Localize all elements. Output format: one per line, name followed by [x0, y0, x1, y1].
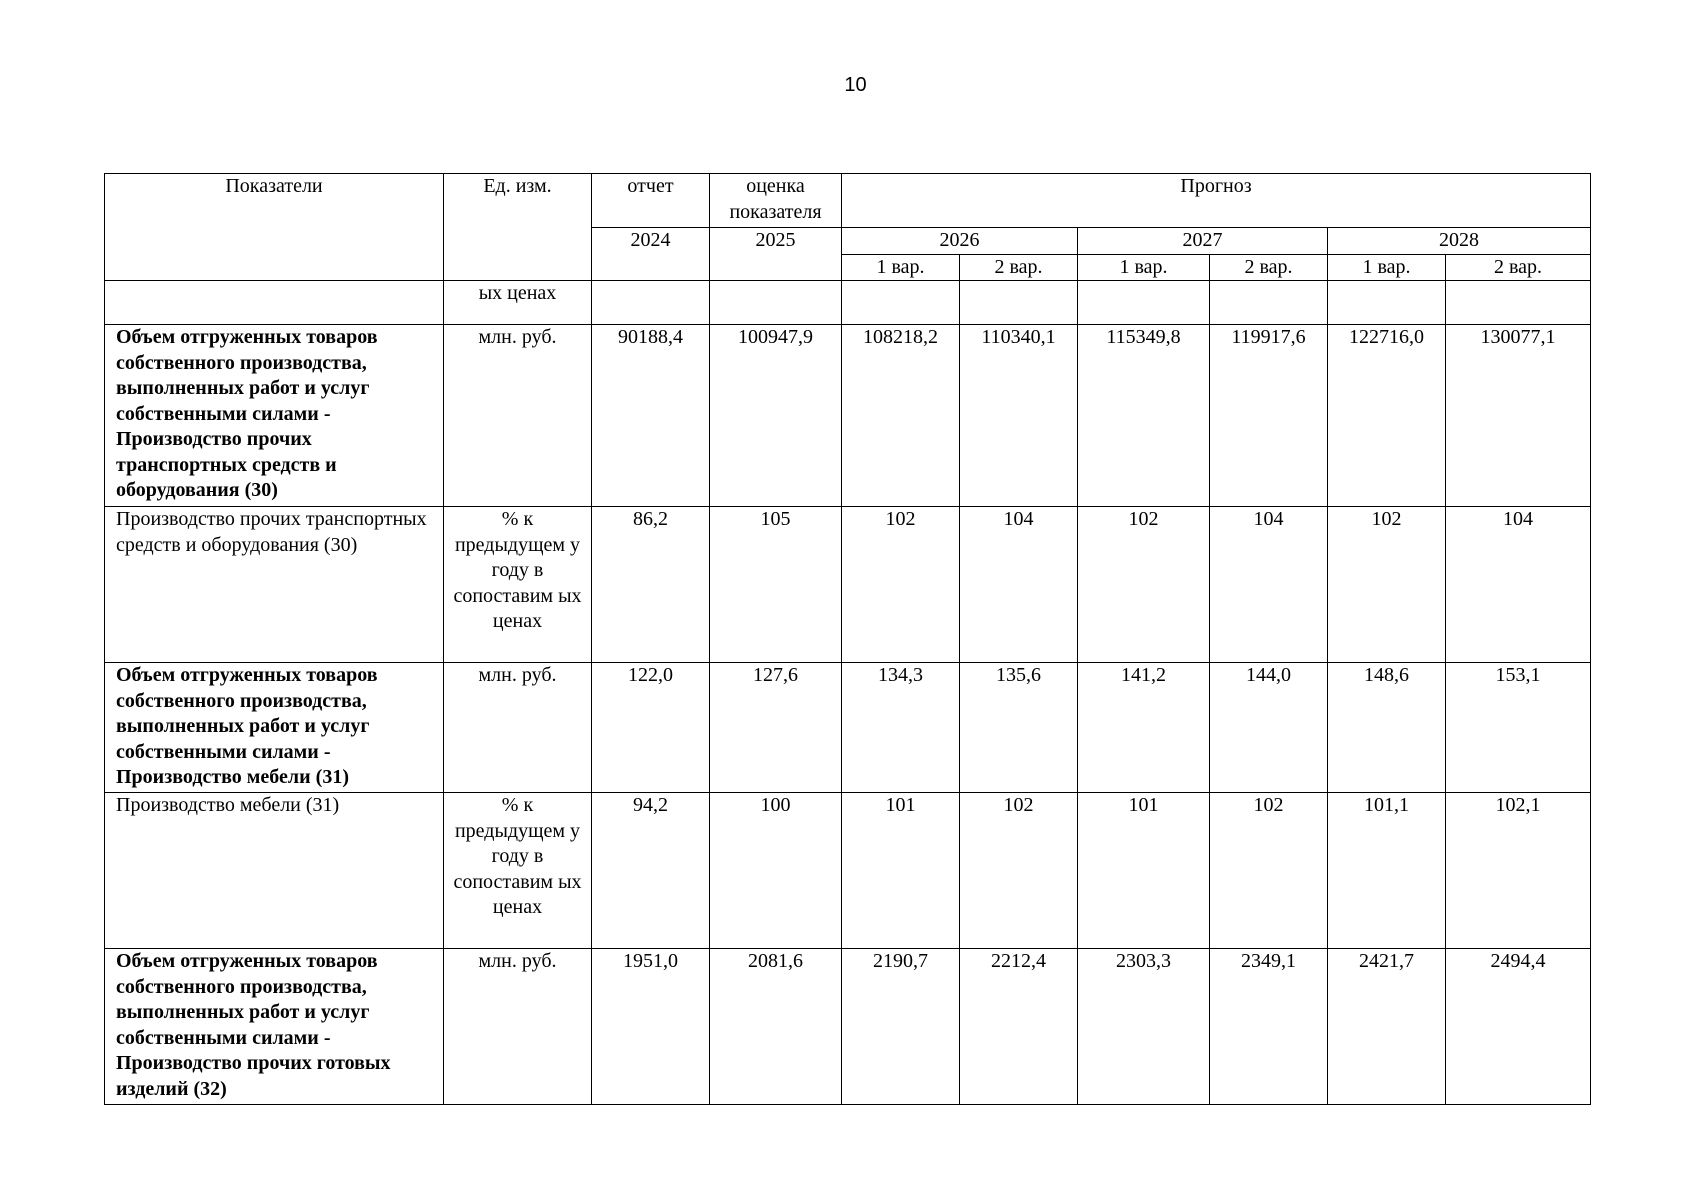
- table-row: [105, 507, 1591, 663]
- header-year-2024: 2024: [592, 228, 710, 281]
- cell-2024: 86,2: [592, 507, 710, 663]
- cell-2026-var1: 134,3: [842, 663, 960, 793]
- header-unit: Ед. изм.: [444, 174, 592, 281]
- cell-2026-var1: 108218,2: [842, 325, 960, 507]
- cell-2026-var1: 2190,7: [842, 949, 960, 1105]
- cell-2024: [592, 281, 710, 325]
- cell-2028-var1: [1328, 281, 1446, 325]
- table-row: [105, 325, 1591, 507]
- cell-2025: 100947,9: [710, 325, 842, 507]
- cell-2025: 127,6: [710, 663, 842, 793]
- cell-2027-var1: 2303,3: [1078, 949, 1210, 1105]
- cell-2028-var2: 102,1: [1446, 793, 1591, 949]
- cell-2025: [710, 281, 842, 325]
- cell-2027-var1: 102: [1078, 507, 1210, 663]
- header-year-2028: 2028: [1328, 228, 1591, 255]
- header-2027-var1: 1 вар.: [1078, 254, 1210, 281]
- row-name: Производство прочих транспортных средств и оборудования (30): [105, 507, 444, 663]
- cell-2026-var2: 104: [960, 507, 1078, 663]
- cell-2025: 2081,6: [710, 949, 842, 1105]
- cell-2026-var1: 102: [842, 507, 960, 663]
- forecast-table: [104, 173, 1591, 1105]
- row-unit: ых ценах: [444, 281, 592, 325]
- cell-2028-var1: 101,1: [1328, 793, 1446, 949]
- cell-2028-var1: 102: [1328, 507, 1446, 663]
- header-report: отчет: [592, 174, 710, 228]
- row-unit: % к предыдущем у году в сопоставим ых ценах: [444, 793, 592, 949]
- cell-2026-var2: 135,6: [960, 663, 1078, 793]
- cell-2027-var2: 102: [1210, 793, 1328, 949]
- cell-2026-var2: 110340,1: [960, 325, 1078, 507]
- header-2027-var2: 2 вар.: [1210, 254, 1328, 281]
- cell-2028-var2: 2494,4: [1446, 949, 1591, 1105]
- row-name: Производство мебели (31): [105, 793, 444, 949]
- header-year-2025: 2025: [710, 228, 842, 281]
- cell-2027-var2: 144,0: [1210, 663, 1328, 793]
- cell-2028-var1: 2421,7: [1328, 949, 1446, 1105]
- header-year-2026: 2026: [842, 228, 1078, 255]
- cell-2028-var1: 148,6: [1328, 663, 1446, 793]
- cell-2028-var1: 122716,0: [1328, 325, 1446, 507]
- row-unit: млн. руб.: [444, 949, 592, 1105]
- cell-2028-var2: 153,1: [1446, 663, 1591, 793]
- header-2026-var2: 2 вар.: [960, 254, 1078, 281]
- cell-2027-var2: 119917,6: [1210, 325, 1328, 507]
- table-row: [105, 663, 1591, 793]
- row-name: Объем отгруженных товаров собственного производства, выполненных работ и услуг собственными силами - Производство прочих готовых изделий (32): [105, 949, 444, 1105]
- header-row-1: [105, 174, 1591, 228]
- cell-2028-var2: 130077,1: [1446, 325, 1591, 507]
- page-number: 10: [844, 74, 867, 96]
- cell-2027-var1: 101: [1078, 793, 1210, 949]
- row-unit: % к предыдущем у году в сопоставим ых ценах: [444, 507, 592, 663]
- cell-2025: 105: [710, 507, 842, 663]
- row-name: Объем отгруженных товаров собственного производства, выполненных работ и услуг собственными силами - Производство прочих транспортных средств и оборудования (30): [105, 325, 444, 507]
- row-unit: млн. руб.: [444, 663, 592, 793]
- cell-2026-var2: [960, 281, 1078, 325]
- header-estimate: оценка показателя: [710, 174, 842, 228]
- cell-2024: 122,0: [592, 663, 710, 793]
- header-2026-var1: 1 вар.: [842, 254, 960, 281]
- cell-2024: 90188,4: [592, 325, 710, 507]
- cell-2027-var1: 141,2: [1078, 663, 1210, 793]
- cell-2026-var1: [842, 281, 960, 325]
- header-forecast: Прогноз: [842, 174, 1591, 228]
- header-2028-var2: 2 вар.: [1446, 254, 1591, 281]
- cell-2027-var2: 104: [1210, 507, 1328, 663]
- cell-2028-var2: [1446, 281, 1591, 325]
- cell-2027-var1: 115349,8: [1078, 325, 1210, 507]
- table-row: [105, 949, 1591, 1105]
- header-2028-var1: 1 вар.: [1328, 254, 1446, 281]
- cell-2027-var2: 2349,1: [1210, 949, 1328, 1105]
- cell-2026-var2: 2212,4: [960, 949, 1078, 1105]
- table-row: [105, 793, 1591, 949]
- row-name: Объем отгруженных товаров собственного производства, выполненных работ и услуг собственными силами - Производство мебели (31): [105, 663, 444, 793]
- cell-2026-var1: 101: [842, 793, 960, 949]
- header-indicators: Показатели: [105, 174, 444, 281]
- cell-2024: 1951,0: [592, 949, 710, 1105]
- table-row: [105, 281, 1591, 325]
- cell-2028-var2: 104: [1446, 507, 1591, 663]
- row-unit: млн. руб.: [444, 325, 592, 507]
- cell-2027-var1: [1078, 281, 1210, 325]
- cell-2027-var2: [1210, 281, 1328, 325]
- cell-2024: 94,2: [592, 793, 710, 949]
- row-name: [105, 281, 444, 325]
- cell-2026-var2: 102: [960, 793, 1078, 949]
- header-year-2027: 2027: [1078, 228, 1328, 255]
- cell-2025: 100: [710, 793, 842, 949]
